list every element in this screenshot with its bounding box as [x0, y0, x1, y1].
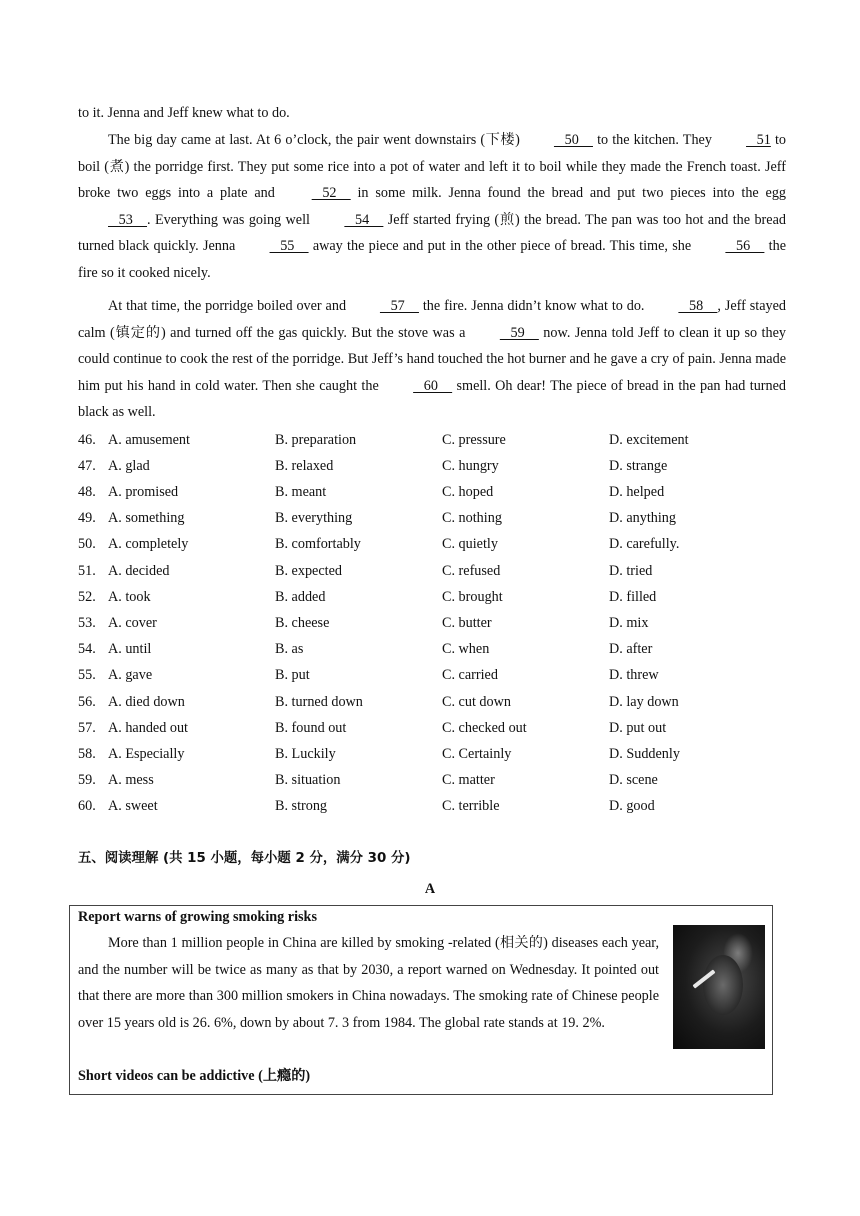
option-a: A. sweet — [108, 798, 158, 814]
option-d: D. excitement — [609, 432, 689, 448]
option-d: D. after — [609, 641, 653, 657]
option-row — [78, 505, 778, 531]
option-d: D. carefully. — [609, 536, 680, 552]
option-a: A. promised — [108, 484, 179, 500]
option-d: D. anything — [609, 510, 676, 526]
option-a: A. amusement — [108, 432, 190, 448]
blank-55: 55 — [269, 238, 309, 255]
option-d: D. mix — [609, 615, 649, 631]
passage-paragraph-2: At that time, the porridge boiled over and 57 the fire. Jenna didn’t know what to do. 58 , Jeff stayed calm (镇定的) and turned off the gas quickly. But the stove was a 59 now. Jenna told Jeff to clean it up so they could continue to cook the rest of the porridge. But Jeff’s hand touched the hot burner and he gave a cry of pain. Jenna made him put his hand in cold water. Then she caught the 60 smell. Oh dear! The piece of bread in the pan had turned black as well. — [78, 293, 786, 426]
option-a: A. gave — [108, 667, 153, 683]
news-box — [69, 905, 773, 1095]
option-c: C. terrible — [442, 798, 500, 814]
question-number: 59. — [78, 772, 96, 788]
option-c: C. carried — [442, 667, 498, 683]
section-letter: A — [424, 881, 436, 897]
blank-52: 52 — [311, 185, 351, 202]
option-b: B. comfortably — [275, 536, 361, 552]
option-row — [78, 662, 778, 688]
option-row — [78, 558, 778, 584]
option-row — [78, 531, 778, 557]
question-number: 54. — [78, 641, 96, 657]
option-b: B. as — [275, 641, 304, 657]
option-c: C. quietly — [442, 536, 498, 552]
option-a: A. until — [108, 641, 152, 657]
option-c: C. hoped — [442, 484, 494, 500]
question-number: 46. — [78, 432, 96, 448]
question-number: 51. — [78, 563, 96, 579]
option-d: D. tried — [609, 563, 653, 579]
blank-51: 51 — [746, 132, 771, 148]
option-d: D. lay down — [609, 694, 679, 710]
option-d: D. helped — [609, 484, 665, 500]
option-a: A. mess — [108, 772, 154, 788]
smoking-hand-photo-icon — [673, 925, 765, 1049]
option-row — [78, 427, 778, 453]
option-row — [78, 636, 778, 662]
option-c: C. when — [442, 641, 490, 657]
option-b: B. put — [275, 667, 310, 683]
question-number: 49. — [78, 510, 96, 526]
option-a: A. Especially — [108, 746, 185, 762]
option-row — [78, 584, 778, 610]
question-number: 60. — [78, 798, 96, 814]
news-body: More than 1 million people in China are killed by smoking -related (相关的) diseases each year, and the number will be twice as many as that by 2030, a report warned on Wednesday. It pointed out that there are more than 300 million smokers in China nowadays. The smoking rate of Chinese people over 15 years old is 26. 6%, down by about 7. 3 from 1984. The global rate stands at 19. 2%. — [78, 935, 659, 1031]
option-b: B. Luckily — [275, 746, 336, 762]
option-a: A. died down — [108, 694, 185, 710]
option-b: B. expected — [275, 563, 342, 579]
blank-50: 50 — [553, 132, 593, 148]
option-d: D. threw — [609, 667, 659, 683]
option-b: B. everything — [275, 510, 353, 526]
hand-shape — [703, 955, 743, 1015]
option-c: C. matter — [442, 772, 495, 788]
section-heading: 五、阅读理解 (共 15 小题，每小题 2 分，满分 30 分) — [78, 851, 411, 866]
option-d: D. good — [609, 798, 655, 814]
blank-60: 60 — [413, 377, 453, 394]
option-row — [78, 715, 778, 741]
option-row — [78, 453, 778, 479]
option-b: B. relaxed — [275, 458, 334, 474]
option-row — [78, 793, 778, 819]
option-c: C. checked out — [442, 720, 527, 736]
news-title: Report warns of growing smoking risks — [78, 909, 317, 925]
option-c: C. hungry — [442, 458, 499, 474]
option-d: D. strange — [609, 458, 668, 474]
question-number: 53. — [78, 615, 96, 631]
option-d: D. scene — [609, 772, 658, 788]
option-a: A. took — [108, 589, 151, 605]
question-number: 55. — [78, 667, 96, 683]
option-b: B. situation — [275, 772, 341, 788]
option-c: C. nothing — [442, 510, 502, 526]
question-number: 47. — [78, 458, 96, 474]
blank-59: 59 — [499, 324, 539, 341]
option-d: D. filled — [609, 589, 657, 605]
option-row — [78, 741, 778, 767]
blank-54: 54 — [344, 211, 384, 228]
option-b: B. added — [275, 589, 326, 605]
question-number: 52. — [78, 589, 96, 605]
news-subtitle: Short videos can be addictive (上瘾的) — [78, 1068, 311, 1084]
question-number: 48. — [78, 484, 96, 500]
option-a: A. glad — [108, 458, 150, 474]
option-row — [78, 767, 778, 793]
option-c: C. cut down — [442, 694, 511, 710]
blank-53: 53 — [108, 211, 148, 228]
option-c: C. butter — [442, 615, 492, 631]
option-d: D. put out — [609, 720, 667, 736]
option-b: B. preparation — [275, 432, 357, 448]
option-c: C. brought — [442, 589, 503, 605]
option-d: D. Suddenly — [609, 746, 680, 762]
option-b: B. turned down — [275, 694, 363, 710]
question-number: 58. — [78, 746, 96, 762]
option-c: C. pressure — [442, 432, 506, 448]
option-a: A. handed out — [108, 720, 188, 736]
option-a: A. completely — [108, 536, 189, 552]
option-row — [78, 689, 778, 715]
option-b: B. meant — [275, 484, 327, 500]
question-number: 57. — [78, 720, 96, 736]
blank-58: 58 — [678, 298, 718, 314]
option-b: B. found out — [275, 720, 347, 736]
option-a: A. cover — [108, 615, 157, 631]
option-row — [78, 610, 778, 636]
option-a: A. something — [108, 510, 185, 526]
option-b: B. cheese — [275, 615, 330, 631]
option-row — [78, 479, 778, 505]
question-number: 50. — [78, 536, 96, 552]
passage-line-top: to it. Jenna and Jeff knew what to do. — [78, 105, 290, 121]
blank-57: 57 — [379, 298, 419, 314]
option-a: A. decided — [108, 563, 170, 579]
option-c: C. Certainly — [442, 746, 512, 762]
passage-paragraph-1: The big day came at last. At 6 o’clock, the pair went downstairs (下楼) 50 to the kitchen. They 51 to boil (煮) the porridge first. They put some rice into a pot of water and left it to boil while they made the French toast. Jeff broke two eggs into a plate and 52 in some milk. Jenna found the bread and put two pieces into the egg 53 . Everything was going well 54 Jeff started frying (煎) the bread. The pan was too hot and the bread turned black quickly. Jenna 55 away the piece and put in the other piece of bread. This time, she 56 the fire so it cooked nicely. — [78, 127, 786, 287]
question-number: 56. — [78, 694, 96, 710]
blank-56: 56 — [725, 238, 765, 255]
option-c: C. refused — [442, 563, 501, 579]
option-b: B. strong — [275, 798, 328, 814]
